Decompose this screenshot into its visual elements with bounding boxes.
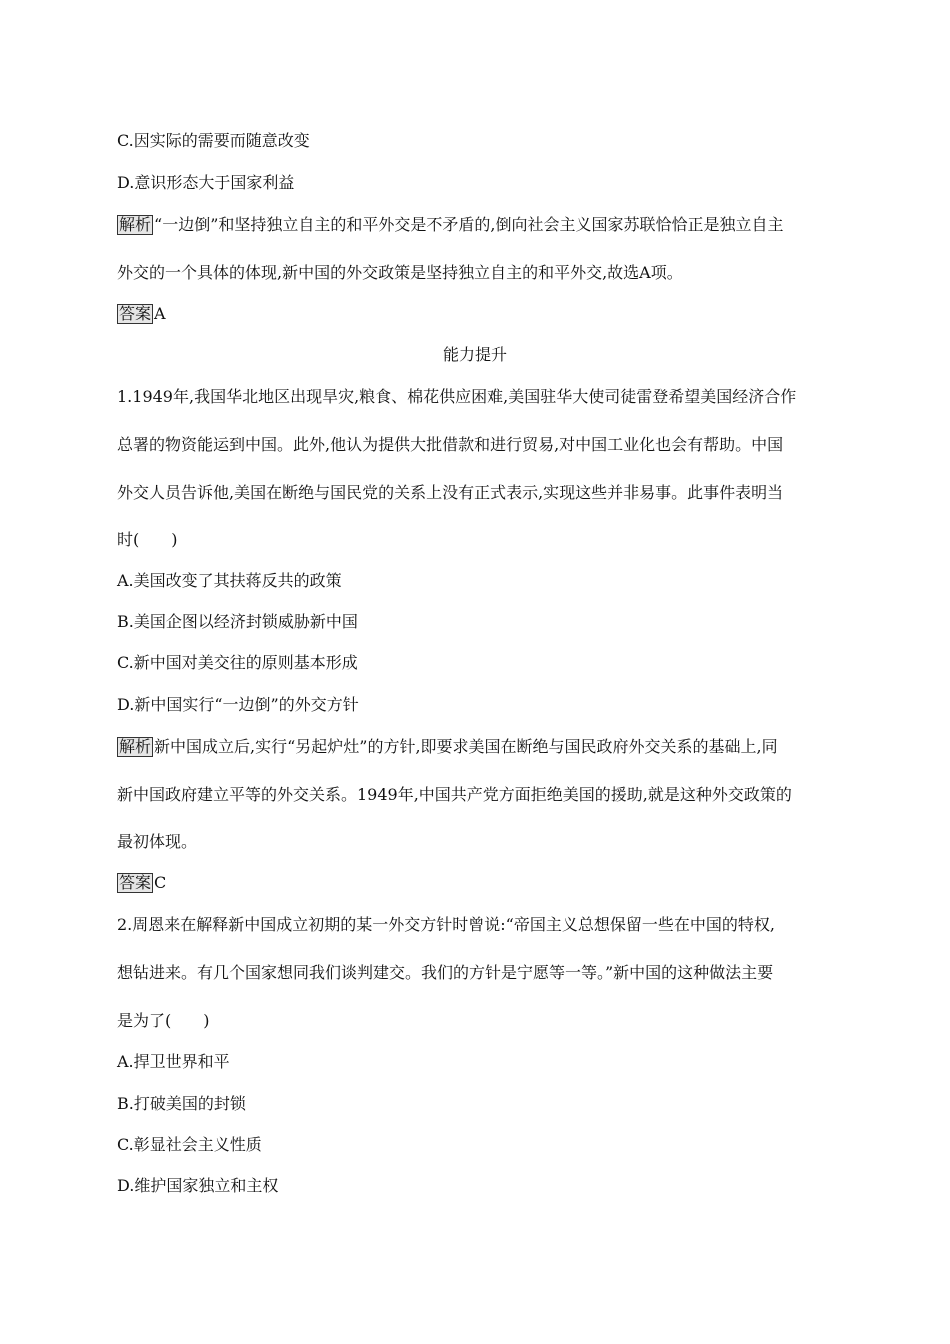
section-title: 能力提升 [442,345,507,364]
analysis-text: “一边倒”和坚持独立自主的和平外交是不矛盾的,倒向社会主义国家苏联恰恰正是独立自主 [154,215,784,234]
q1-analysis-text: 新中国成立后,实行“另起炉灶”的方针,即要求美国在断绝与国民政府外交关系的基础上,同 [154,737,778,756]
analysis-label: 解析 [119,215,152,234]
analysis-line-1 [117,215,783,235]
q1-analysis-label: 解析 [119,737,152,756]
answer-label: 答案 [119,304,152,323]
q1-stem-line-2: 总署的物资能运到中国。此外,他认为提供大批借款和进行贸易,对中国工业化也会有帮助。中国 [117,435,784,454]
q1-option-b: B.美国企图以经济封锁威胁新中国 [117,612,358,631]
q1-option-a: A.美国改变了其扶蒋反共的政策 [117,571,342,590]
q2-stem-line-2: 想钻进来。有几个国家想同我们谈判建交。我们的方针是宁愿等一等。”新中国的这种做法主要 [117,963,774,982]
q2-option-a: A.捍卫世界和平 [117,1052,230,1071]
answer-line [117,304,166,324]
q2-option-b: B.打破美国的封锁 [117,1094,246,1113]
q1-option-c: C.新中国对美交往的原则基本形成 [117,653,358,672]
q2-option-c: C.彰显社会主义性质 [117,1135,262,1154]
q1-stem-line-4: 时( ) [117,530,178,549]
option-d: D.意识形态大于国家利益 [117,173,295,192]
analysis-line-2: 外交的一个具体的体现,新中国的外交政策是坚持独立自主的和平外交,故选A项。 [117,263,683,282]
q2-stem-line-3: 是为了( ) [117,1011,210,1030]
q1-option-d: D.新中国实行“一边倒”的外交方针 [117,695,359,714]
q1-answer-label: 答案 [119,873,152,892]
answer-value: A [154,304,166,323]
q2-stem-line-1: 2.周恩来在解释新中国成立初期的某一外交方针时曾说:“帝国主义总想保留一些在中国的特权, [117,915,775,934]
option-c: C.因实际的需要而随意改变 [117,131,310,150]
q1-stem-line-3: 外交人员告诉他,美国在断绝与国民党的关系上没有正式表示,实现这些并非易事。此事件表明当 [117,483,784,502]
q1-answer-line [117,873,166,893]
q1-analysis-line-1 [117,737,778,757]
q2-option-d: D.维护国家独立和主权 [117,1176,279,1195]
q1-answer-value: C [154,873,167,892]
q1-stem-line-1: 1.1949年,我国华北地区出现旱灾,粮食、棉花供应困难,美国驻华大使司徒雷登希望美国经济合作 [117,387,797,406]
q1-analysis-line-3: 最初体现。 [117,832,198,851]
q1-analysis-line-2: 新中国政府建立平等的外交关系。1949年,中国共产党方面拒绝美国的援助,就是这种外交政策的 [117,785,792,804]
